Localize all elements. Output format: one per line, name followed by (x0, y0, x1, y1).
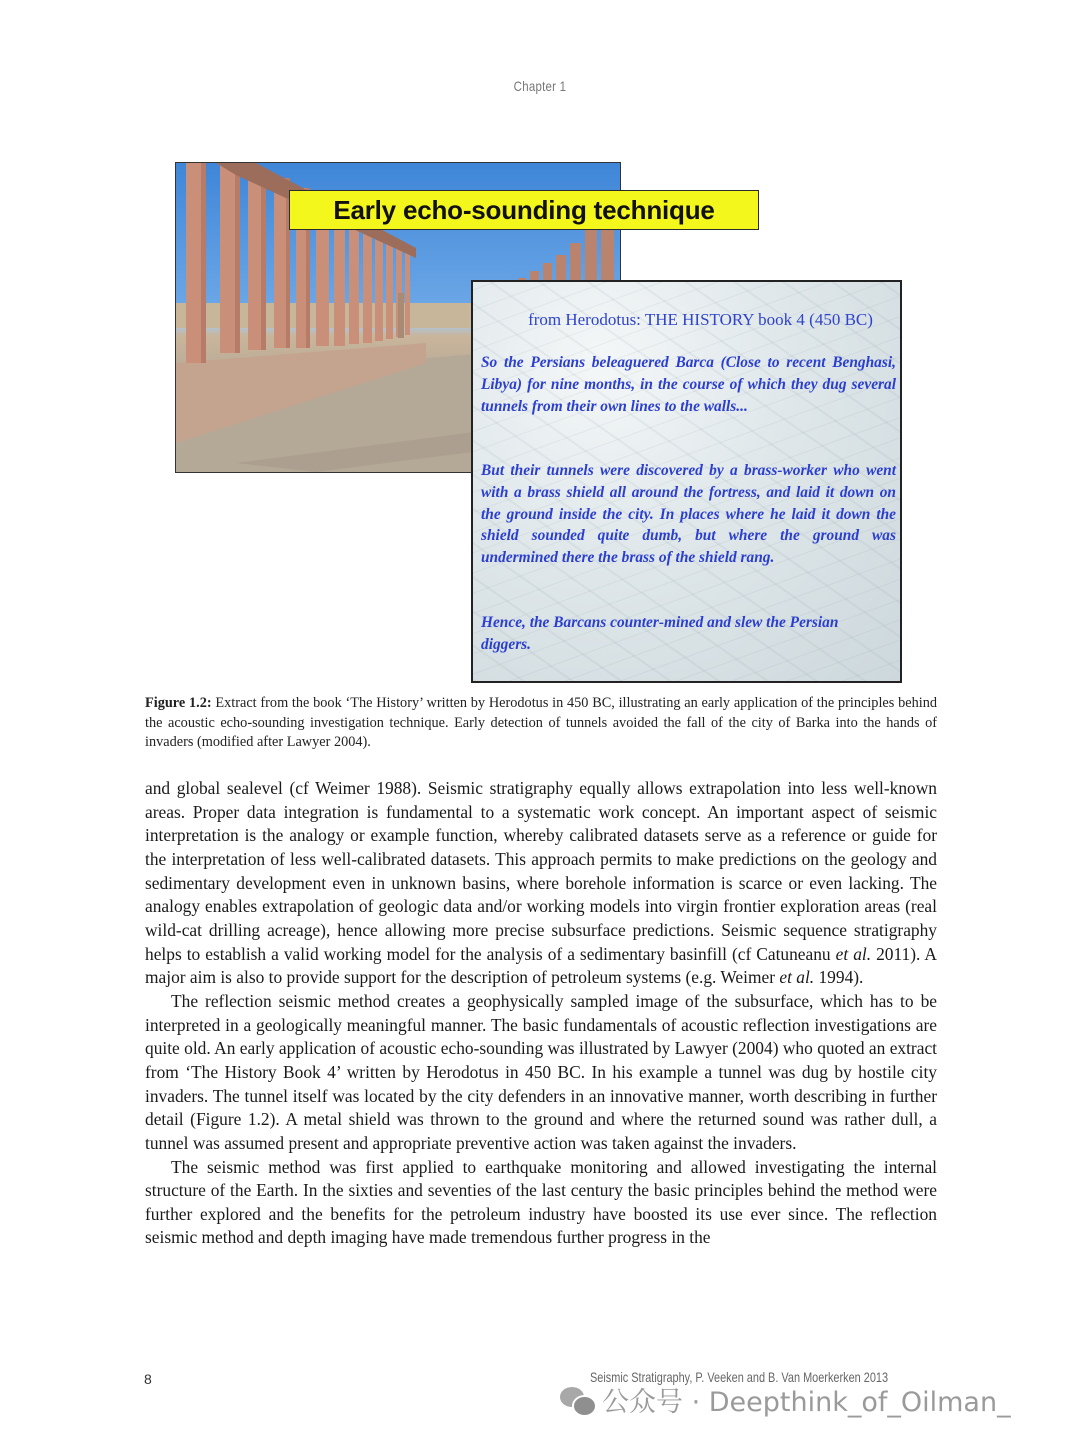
body-paragraph-2: The reflection seismic method creates a geophysically sampled image of the subsurface, which has to be interpreted in a geologically meaningful manner. The basic fundamentals of acoustic reflection investigations are quite old. An early application of acoustic echo-sounding was illustrated by Lawyer (2004) who quoted an extract from ‘The History Book 4’ written by Herodotus in 450 BC. In his example a tunnel was dug by hostile city invaders. The tunnel itself was located by the city defenders in an innovative manner, worth describing in further detail (Figure 1.2). A metal shield was thrown to the ground and where the returned sound was rather dull, a tunnel was assumed present and appropriate preventive action was taken against the invaders. (145, 990, 937, 1153)
quote-paragraph: Hence, the Barcans counter-mined and slew the Persian diggers. (481, 614, 839, 653)
quote-paragraph: But their tunnels were discovered by a brass-worker who went with a brass shield all around the fortress, and laid it down on the ground inside the city. In places where he laid it down the shield sounded quite dumb, but where the ground was undermined there the brass of the shield rang. (481, 462, 896, 567)
body-text-run: 2011). A major aim is also to provide support for the description of petroleum systems (e.g. Weimer (145, 943, 937, 988)
body-text-italic: et al. (779, 967, 815, 988)
body-text (145, 777, 937, 1250)
quote-source: from Herodotus: THE HISTORY book 4 (450 BC) (528, 310, 873, 329)
body-paragraph-3: The seismic method was first applied to earthquake monitoring and allowed investigating the internal structure of the Earth. In the sixties and seventies of the last century the basic principles behind the method were further explored and the benefits for the petroleum industry have boosted its use ever since. The reflection seismic method and depth imaging have made tremendous further progress in the (145, 1156, 937, 1248)
body-text-italic: et al. (835, 943, 872, 964)
footer-citation: Seismic Stratigraphy, P. Veeken and B. Van Moerkerken 2013 (590, 1369, 889, 1385)
watermark-text: 公众号 · Deepthink_of_Oilman_ (602, 1387, 1011, 1418)
quote-paragraph: So the Persians beleaguered Barca (Close to recent Benghasi, Libya) for nine months, in the course of which they dug several tunnels from their own lines to the walls... (481, 354, 896, 415)
watermark (560, 1380, 1011, 1419)
page-number: 8 (144, 1371, 152, 1387)
figure-caption (145, 694, 937, 753)
body-text-run: 1994). (814, 967, 864, 988)
figure-title-banner: Early echo-sounding technique (289, 190, 759, 230)
body-paragraph-1 (145, 777, 937, 990)
caption-label: Figure 1.2: (145, 695, 212, 711)
body-text-run: and global sealevel (cf Weimer 1988). Seismic stratigraphy equally allows extrapolation into less well-known areas. Proper data integration is fundamental to a systematic work concept. An important aspect of seismic interpretation is the analogy or example function, whereby calibrated datasets serve as a reference or guide for the interpretation of less well-calibrated datasets. This approach permits to make predictions on the geology and sedimentary development even in unknown basins, where borehole information is scarce or even lacking. The analogy enables extrapolation of geologic data and/or working models into virgin frontier exploration areas (real wild-cat drilling acreage), hence allowing more precise subsurface predictions. Seismic sequence stratigraphy helps to establish a valid working model for the analysis of a sedimentary basinfill (cf Catuneanu (145, 778, 937, 964)
herodotus-quote-box (471, 280, 902, 683)
wechat-icon (560, 1385, 596, 1415)
caption-text: Extract from the book ‘The History’ written by Herodotus in 450 BC, illustrating an early application of the principles behind the acoustic echo-sounding investigation technique. Early detection of tunnels avoided the fall of the city of Barka into the hands of invaders (modified after Lawyer 2004). (145, 695, 937, 751)
running-head: Chapter 1 (513, 78, 567, 94)
